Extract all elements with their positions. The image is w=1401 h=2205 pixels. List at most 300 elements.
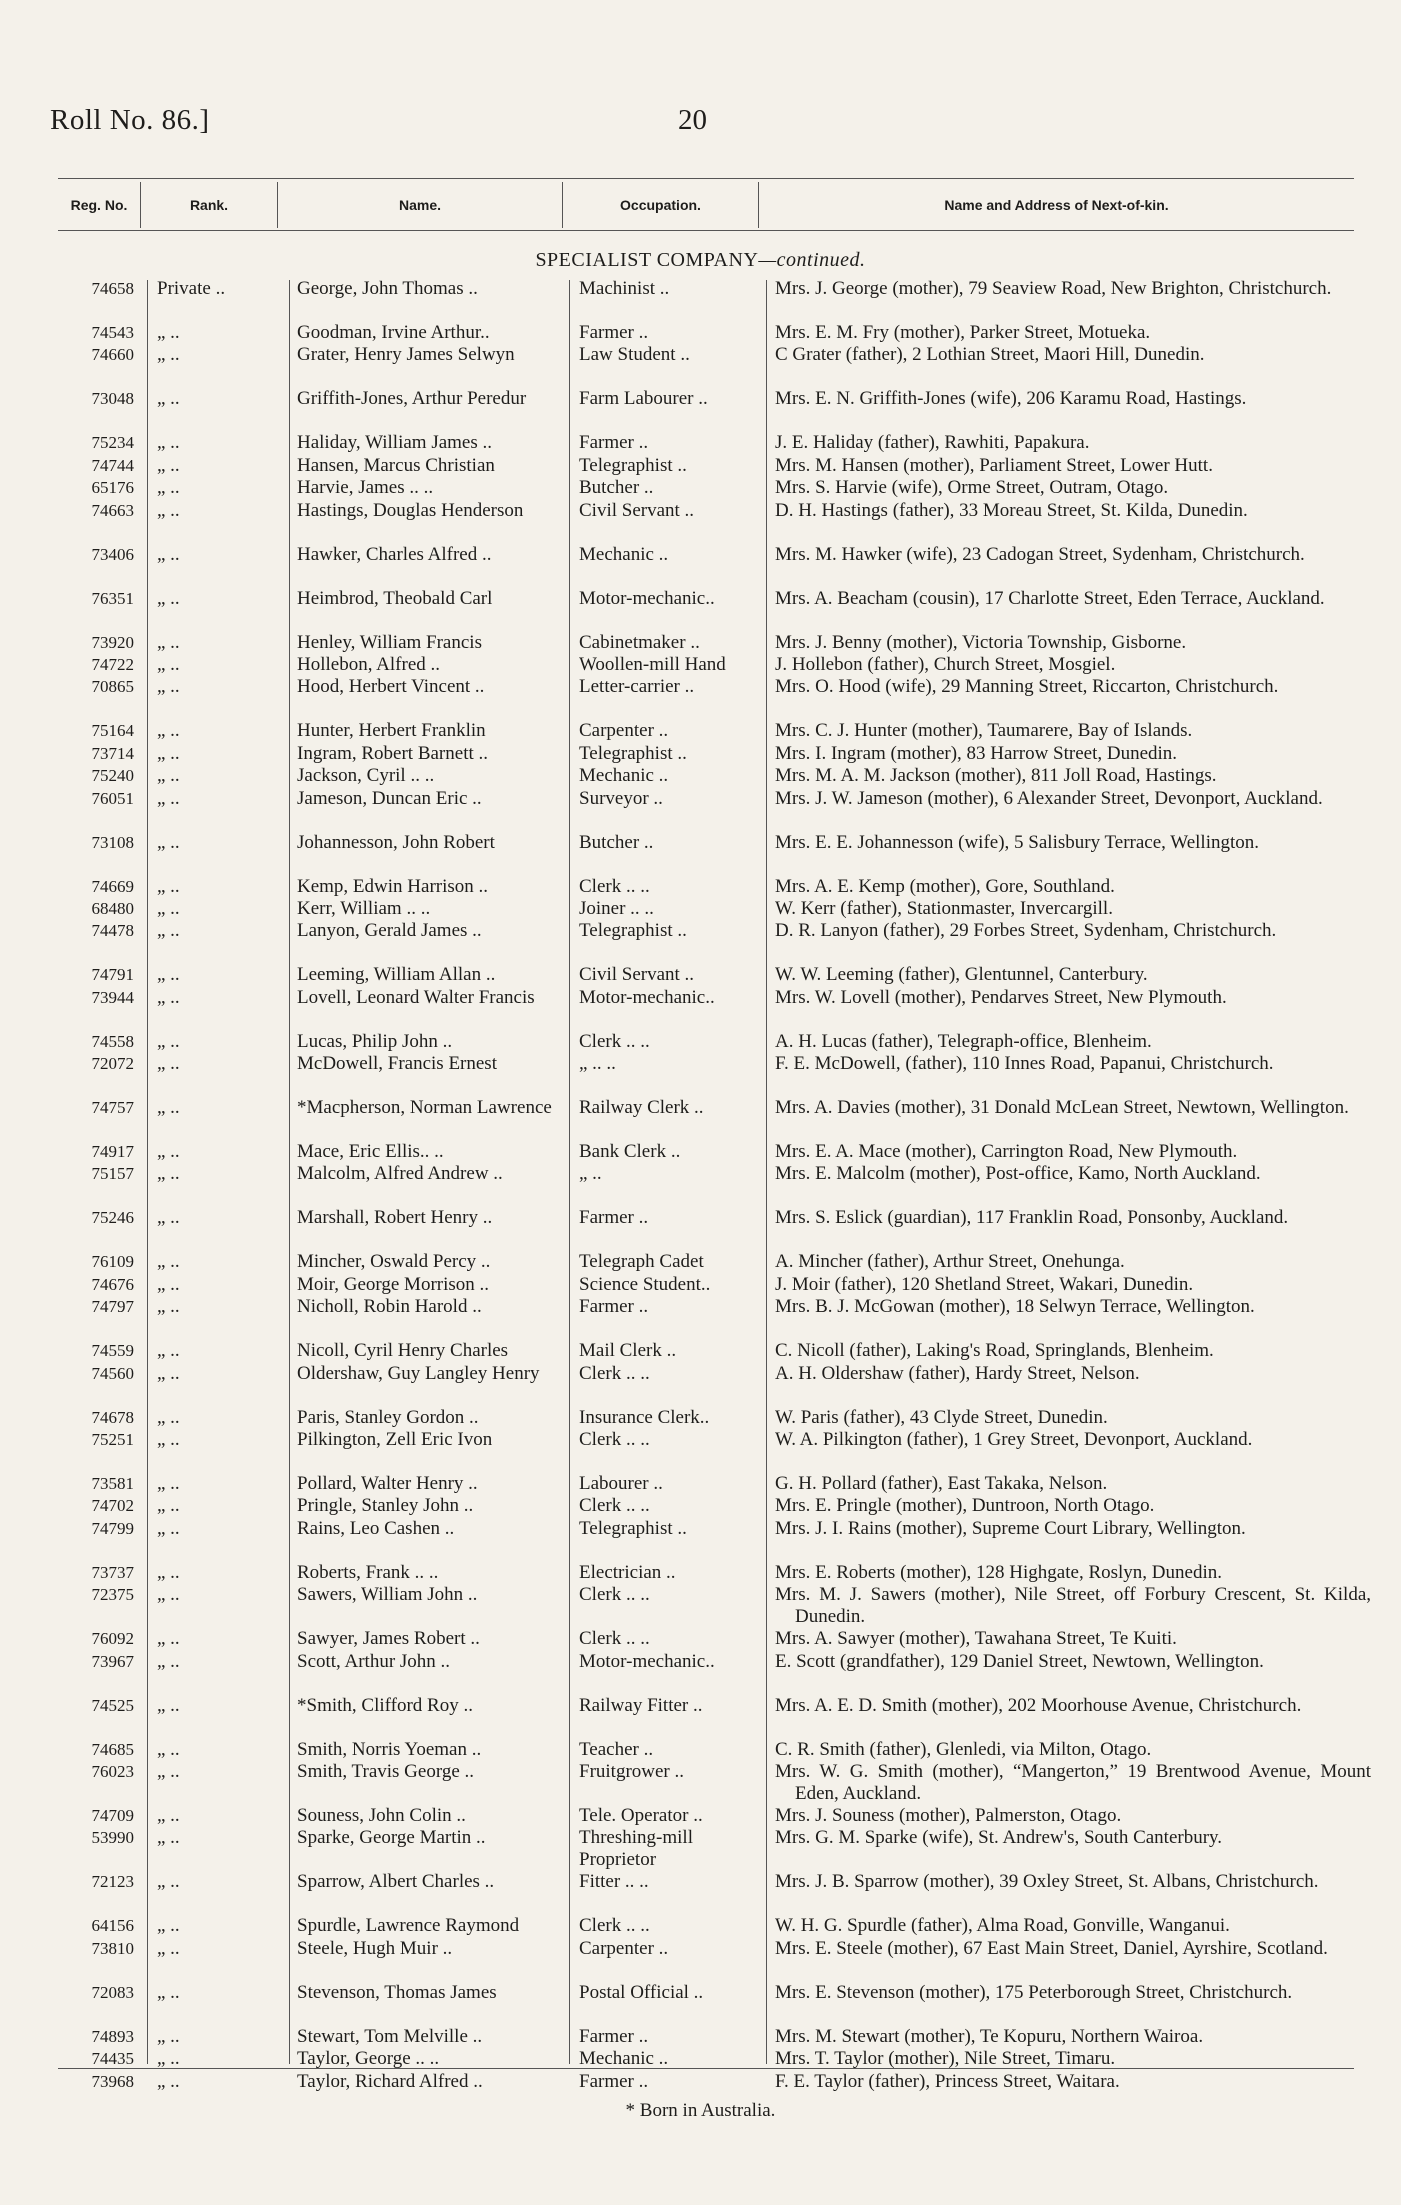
reg-number: 73968 [91,2071,134,2091]
reg-number: 73581 [91,1474,134,1494]
rank: „ .. [157,1827,180,1849]
next-of-kin: W. Paris (father), 43 Clyde Street, Dunedin. [775,1406,1108,1428]
rank: „ .. [157,875,180,897]
reg-number: 76351 [91,588,134,608]
next-of-kin: A. Mincher (father), Arthur Street, Onehunga. [775,1251,1125,1273]
occupation: Letter-carrier .. [579,676,695,698]
reg-number: 76051 [91,788,134,808]
next-of-kin: Mrs. E. N. Griffith-Jones (wife), 206 Karamu Road, Hastings. [775,388,1247,410]
soldier-name: Taylor, Richard Alfred .. [297,2070,483,2092]
soldier-name: Steele, Hugh Muir .. [297,1937,453,1959]
table-row [0,1495,1401,1517]
next-of-kin: Mrs. E. M. Fry (mother), Parker Street, Motueka. [775,322,1151,343]
rank: „ .. [157,1473,180,1495]
next-of-kin: Mrs. S. Harvie (wife), Orme Street, Outram, Otago. [775,477,1169,499]
soldier-name: Taylor, George .. .. [297,2048,440,2070]
soldier-name: Jackson, Cyril .. .. [297,765,435,787]
soldier-name: Stewart, Tom Melville .. [297,2025,483,2047]
next-of-kin: W. A. Pilkington (father), 1 Grey Street, Devonport, Auckland. [775,1429,1253,1451]
reg-number: 72072 [91,1054,134,1074]
soldier-name: Leeming, William Allan .. [297,964,496,986]
rank: „ .. [157,765,180,787]
soldier-name: Griffith-Jones, Arthur Peredur [297,388,527,410]
top-rule [58,178,1354,179]
next-of-kin: Mrs. A. E. Kemp (mother), Gore, Southland. [775,875,1115,897]
soldier-name: Hastings, Douglas Henderson [297,499,524,521]
reg-number: 74435 [91,2049,134,2069]
rank: „ .. [157,1804,180,1826]
soldier-name: Johannesson, John Robert [297,831,495,853]
occupation: Science Student.. [579,1273,711,1295]
occupation: Bank Clerk .. [579,1141,681,1163]
soldier-name: Sawyer, James Robert .. [297,1628,480,1650]
next-of-kin: Mrs. E. Roberts (mother), 128 Highgate, Roslyn, Dunedin. [775,1561,1222,1583]
occupation: Insurance Clerk.. [579,1406,710,1428]
reg-number: 76092 [91,1629,134,1649]
next-of-kin: C. Nicoll (father), Laking's Road, Springlands, Blenheim. [775,1340,1214,1362]
soldier-name: Lucas, Philip John .. [297,1030,453,1052]
occupation: Farmer .. [579,1207,649,1229]
occupation: Fitter .. .. [579,1871,649,1893]
occupation: Mechanic .. [579,543,669,565]
next-of-kin: D. H. Hastings (father), 33 Moreau Street, St. Kilda, Dunedin. [775,499,1248,521]
rank: „ .. [157,1738,180,1760]
bottom-rule [58,2068,1354,2069]
table-row [0,1938,1401,1982]
rank: „ .. [157,1915,180,1937]
table-row [0,743,1401,765]
reg-number: 74558 [91,1031,134,1051]
table-row [0,832,1401,876]
table-row [0,1805,1401,1827]
table-row [0,964,1401,986]
soldier-name: Harvie, James .. .. [297,477,434,499]
table-row [0,278,1401,322]
soldier-name: Nicholl, Robin Harold .. [297,1296,482,1318]
next-of-kin: Mrs. J. George (mother), 79 Seaview Road, New Brighton, Christchurch. [775,278,1332,299]
occupation: Mail Clerk .. [579,1340,677,1362]
table-row [0,1739,1401,1761]
next-of-kin: J. Moir (father), 120 Shetland Street, Wakari, Dunedin. [775,1273,1194,1295]
table-row [0,2071,1401,2093]
rank: „ .. [157,1561,180,1583]
next-of-kin: Mrs. A. Davies (mother), 31 Donald McLean Street, Newtown, Wellington. [775,1097,1349,1119]
next-of-kin: G. H. Pollard (father), East Takaka, Nelson. [775,1473,1108,1495]
occupation: Butcher .. [579,477,654,499]
table-row [0,1251,1401,1273]
col-divider [562,182,563,228]
next-of-kin: C. R. Smith (father), Glenledi, via Milton, Otago. [775,1738,1152,1760]
occupation: Motor-mechanic.. [579,1650,715,1672]
soldier-name: Spurdle, Lawrence Raymond [297,1915,520,1937]
table-row [0,1363,1401,1407]
next-of-kin: Mrs. M. A. M. Jackson (mother), 811 Joll Road, Hastings. [775,765,1217,787]
table-row [0,1207,1401,1251]
table-row [0,1871,1401,1915]
next-of-kin: Mrs. A. E. D. Smith (mother), 202 Moorhouse Avenue, Christchurch. [775,1694,1302,1716]
rank: „ .. [157,653,180,675]
occupation: Teacher .. [579,1738,654,1760]
occupation: Farmer .. [579,322,649,343]
roll-table [0,278,1401,2093]
next-of-kin: Mrs. A. Beacham (cousin), 17 Charlotte Street, Eden Terrace, Auckland. [775,587,1325,609]
occupation: Clerk .. .. [579,1495,650,1517]
occupation: Threshing-mill Proprietor [579,1827,693,1870]
occupation: Telegraphist .. [579,1517,687,1539]
col-divider [277,182,278,228]
rank: „ .. [157,897,180,919]
reg-number: 73108 [91,832,134,852]
soldier-name: Heimbrod, Theobald Carl [297,587,493,609]
occupation: „ .. [579,1163,602,1185]
table-row [0,544,1401,588]
next-of-kin: Mrs. C. J. Hunter (mother), Taumarere, Bay of Islands. [775,720,1193,742]
reg-number: 74660 [91,345,134,365]
rank: „ .. [157,1871,180,1893]
rank: „ .. [157,742,180,764]
reg-number: 75246 [91,1208,134,1228]
next-of-kin: C Grater (father), 2 Lothian Street, Maori Hill, Dunedin. [775,344,1205,366]
occupation: Cabinetmaker .. [579,631,700,653]
next-of-kin: J. Hollebon (father), Church Street, Mosgiel. [775,653,1116,675]
occupation: Mechanic .. [579,765,669,787]
occupation: Farmer .. [579,1296,649,1318]
rank: Private .. [157,278,226,299]
next-of-kin: Mrs. S. Eslick (guardian), 117 Franklin Road, Ponsonby, Auckland. [775,1207,1289,1229]
next-of-kin: Mrs. O. Hood (wife), 29 Manning Street, Riccarton, Christchurch. [775,676,1279,698]
rank: „ .. [157,831,180,853]
table-row [0,1695,1401,1739]
soldier-name: Smith, Travis George .. [297,1760,475,1782]
rank: „ .. [157,1517,180,1539]
table-row [0,477,1401,499]
rank: „ .. [157,1273,180,1295]
next-of-kin: Mrs. W. G. Smith (mother), “Mangerton,” 19 Brentwood Avenue, Mount Eden, Auckland. [775,1760,1371,1804]
table-row [0,676,1401,720]
occupation: Clerk .. .. [579,875,650,897]
next-of-kin: W. Kerr (father), Stationmaster, Invercargill. [775,897,1113,919]
rank: „ .. [157,432,180,454]
reg-number: 74478 [91,921,134,941]
soldier-name: Pollard, Walter Henry .. [297,1473,478,1495]
footnote: * Born in Australia. [625,2100,776,2121]
reg-number: 75251 [91,1430,134,1450]
col-divider [140,182,141,228]
table-row [0,987,1401,1031]
reg-number: 74791 [91,965,134,985]
occupation: Telegraph Cadet [579,1251,704,1273]
reg-number: 74917 [91,1142,134,1162]
soldier-name: Mincher, Oswald Percy .. [297,1251,491,1273]
table-row [0,1407,1401,1429]
occupation: Mechanic .. [579,2048,669,2070]
next-of-kin: Mrs. E. Steele (mother), 67 East Main Street, Daniel, Ayrshire, Scotland. [775,1937,1328,1959]
table-row [0,632,1401,654]
occupation: Surveyor .. [579,787,663,809]
reg-number: 68480 [91,898,134,918]
next-of-kin: Mrs. J. B. Sparrow (mother), 39 Oxley Street, St. Albans, Christchurch. [775,1871,1319,1893]
occupation: Electrician .. [579,1561,676,1583]
next-of-kin: F. E. McDowell, (father), 110 Innes Road, Papanui, Christchurch. [775,1053,1274,1075]
col-occupation-header: Occupation. [620,197,701,213]
reg-number: 74709 [91,1805,134,1825]
occupation: Woollen-mill Hand [579,653,726,675]
soldier-name: Pilkington, Zell Eric Ivon [297,1429,493,1451]
rank: „ .. [157,1340,180,1362]
soldier-name: Moir, George Morrison .. [297,1273,490,1295]
rank: „ .. [157,1030,180,1052]
soldier-name: Hawker, Charles Alfred .. [297,543,492,565]
next-of-kin: Mrs. J. Benny (mother), Victoria Township, Gisborne. [775,631,1187,653]
occupation: Telegraphist .. [579,454,687,476]
rank: „ .. [157,1207,180,1229]
occupation: Telegraphist .. [579,742,687,764]
table-row [0,1473,1401,1495]
soldier-name: Sparrow, Albert Charles .. [297,1871,495,1893]
next-of-kin: Mrs. I. Ingram (mother), 83 Harrow Street, Dunedin. [775,742,1178,764]
rank: „ .. [157,2048,180,2070]
next-of-kin: Mrs. J. I. Rains (mother), Supreme Court Library, Wellington. [775,1517,1246,1539]
occupation: Telegraphist .. [579,920,687,942]
soldier-name: Lovell, Leonard Walter Francis [297,986,535,1008]
occupation: Joiner .. .. [579,897,654,919]
rank: „ .. [157,322,180,343]
soldier-name: Lanyon, Gerald James .. [297,920,482,942]
occupation: Clerk .. .. [579,1429,650,1451]
reg-number: 74663 [91,500,134,520]
occupation: Civil Servant .. [579,499,695,521]
next-of-kin: Mrs. T. Taylor (mother), Nile Street, Timaru. [775,2048,1116,2070]
rank: „ .. [157,986,180,1008]
reg-number: 72083 [91,1982,134,2002]
next-of-kin: Mrs. M. Hawker (wife), 23 Cadogan Street, Sydenham, Christchurch. [775,543,1305,565]
reg-number: 74669 [91,876,134,896]
table-row [0,1296,1401,1340]
next-of-kin: Mrs. M. Stewart (mother), Te Kopuru, Northern Wairoa. [775,2025,1204,2047]
rank: „ .. [157,1406,180,1428]
soldier-name: Hollebon, Alfred .. [297,653,441,675]
reg-number: 73406 [91,544,134,564]
occupation: Machinist .. [579,278,670,299]
reg-number: 74560 [91,1363,134,1383]
rank: „ .. [157,1053,180,1075]
reg-number: 72123 [91,1872,134,1892]
next-of-kin: Mrs. J. W. Jameson (mother), 6 Alexander Street, Devonport, Auckland. [775,787,1323,809]
occupation: Butcher .. [579,831,654,853]
occupation: Labourer .. [579,1473,663,1495]
reg-number: 73737 [91,1562,134,1582]
next-of-kin: Mrs. E. Pringle (mother), Duntroon, North Otago. [775,1495,1155,1517]
roll-number: Roll No. 86.] [50,104,210,136]
occupation: Railway Clerk .. [579,1097,704,1119]
reg-number: 76023 [91,1761,134,1781]
rank: „ .. [157,1251,180,1273]
rank: „ .. [157,543,180,565]
rank: „ .. [157,1760,180,1782]
rank: „ .. [157,344,180,366]
section-suffix: —continued. [758,249,866,271]
rank: „ .. [157,676,180,698]
table-row [0,898,1401,920]
next-of-kin: Mrs. E. Stevenson (mother), 175 Peterborough Street, Christchurch. [775,1981,1293,2003]
reg-number: 74702 [91,1496,134,1516]
table-row [0,455,1401,477]
table-row [0,1274,1401,1296]
rank: „ .. [157,1362,180,1384]
next-of-kin: E. Scott (grandfather), 129 Daniel Street, Newtown, Wellington. [775,1650,1264,1672]
occupation: Civil Servant .. [579,964,695,986]
occupation: Clerk .. .. [579,1584,650,1606]
reg-number: 74757 [91,1098,134,1118]
reg-number: 74722 [91,654,134,674]
rank: „ .. [157,1495,180,1517]
reg-number: 73920 [91,632,134,652]
occupation: Clerk .. .. [579,1915,650,1937]
table-row [0,322,1401,344]
col-name-header: Name. [398,197,442,213]
occupation: Law Student .. [579,344,690,366]
soldier-name: Malcolm, Alfred Andrew .. [297,1163,503,1185]
rank: „ .. [157,631,180,653]
reg-number: 75164 [91,721,134,741]
occupation: Motor-mechanic.. [579,587,715,609]
reg-number: 75157 [91,1164,134,1184]
table-row [0,1340,1401,1362]
next-of-kin: Mrs. M. J. Sawers (mother), Nile Street, off Forbury Crescent, St. Kilda, Dunedin. [775,1584,1371,1627]
reg-number: 72375 [91,1585,134,1605]
table-row [0,654,1401,676]
soldier-name: Nicoll, Cyril Henry Charles [297,1340,509,1362]
occupation: Farmer .. [579,2025,649,2047]
rank: „ .. [157,477,180,499]
table-row [0,1518,1401,1562]
reg-number: 73810 [91,1938,134,1958]
soldier-name: Sawers, William John .. [297,1584,478,1606]
soldier-name: Souness, John Colin .. [297,1804,466,1826]
rank: „ .. [157,388,180,410]
reg-number: 73944 [91,987,134,1007]
soldier-name: George, John Thomas .. [297,278,478,299]
reg-number: 75240 [91,766,134,786]
reg-number: 74744 [91,455,134,475]
rank: „ .. [157,1694,180,1716]
rank: „ .. [157,2025,180,2047]
rank: „ .. [157,1141,180,1163]
occupation: Farmer .. [579,432,649,454]
table-row [0,1097,1401,1141]
rank: „ .. [157,1584,180,1606]
reg-number: 74525 [91,1695,134,1715]
reg-number: 74685 [91,1739,134,1759]
soldier-name: Haliday, William James .. [297,432,493,454]
col-divider [758,182,759,228]
reg-number: 75234 [91,433,134,453]
soldier-name: Ingram, Robert Barnett .. [297,742,489,764]
next-of-kin: Mrs. A. Sawyer (mother), Tawahana Street, Te Kuiti. [775,1628,1177,1650]
soldier-name: Roberts, Frank .. .. [297,1561,439,1583]
table-row [0,588,1401,632]
table-row [0,432,1401,454]
next-of-kin: J. E. Haliday (father), Rawhiti, Papakura. [775,432,1090,454]
table-row [0,388,1401,432]
reg-number: 53990 [91,1828,134,1848]
rank: „ .. [157,1429,180,1451]
col-rank-header: Rank. [189,197,229,213]
page-number: 20 [678,104,707,136]
occupation: Farm Labourer .. [579,388,708,410]
soldier-name: Kerr, William .. .. [297,897,431,919]
soldier-name: Jameson, Duncan Eric .. [297,787,482,809]
table-row [0,2026,1401,2048]
table-row [0,788,1401,832]
table-row [0,500,1401,544]
rank: „ .. [157,964,180,986]
col-kin-header: Name and Address of Next-of-kin. [944,197,1169,213]
occupation: Railway Fitter .. [579,1694,703,1716]
soldier-name: Henley, William Francis [297,631,482,653]
occupation: „ .. .. [579,1053,616,1075]
soldier-name: Smith, Norris Yoeman .. [297,1738,482,1760]
reg-number: 65176 [91,478,134,498]
next-of-kin: A. H. Oldershaw (father), Hardy Street, Nelson. [775,1362,1140,1384]
rank: „ .. [157,920,180,942]
reg-number: 76109 [91,1252,134,1272]
reg-number: 74797 [91,1297,134,1317]
table-row [0,1651,1401,1695]
soldier-name: McDowell, Francis Ernest [297,1053,497,1075]
next-of-kin: D. R. Lanyon (father), 29 Forbes Street, Sydenham, Christchurch. [775,920,1277,942]
reg-number: 74543 [91,323,134,342]
rank: „ .. [157,1296,180,1318]
soldier-name: Mace, Eric Ellis.. .. [297,1141,444,1163]
table-row [0,720,1401,742]
occupation: Clerk .. .. [579,1628,650,1650]
reg-number: 74799 [91,1518,134,1538]
table-row [0,344,1401,388]
reg-number: 70865 [91,677,134,697]
occupation: Clerk .. .. [579,1362,650,1384]
table-row [0,1053,1401,1097]
rank: „ .. [157,720,180,742]
next-of-kin: W. W. Leeming (father), Glentunnel, Canterbury. [775,964,1148,986]
next-of-kin: Mrs. E. Malcolm (mother), Post-office, Kamo, North Auckland. [775,1163,1261,1185]
table-row [0,1031,1401,1053]
table-row [0,1429,1401,1473]
table-row [0,1982,1401,2026]
soldier-name: Grater, Henry James Selwyn [297,344,515,366]
table-row [0,1827,1401,1871]
occupation: Postal Official .. [579,1981,704,2003]
occupation: Motor-mechanic.. [579,986,715,1008]
section-heading [0,249,1401,272]
rank: „ .. [157,1981,180,2003]
soldier-name: Hunter, Herbert Franklin [297,720,486,742]
rank: „ .. [157,1097,180,1119]
table-row [0,1141,1401,1163]
reg-number: 74893 [91,2026,134,2046]
soldier-name: Stevenson, Thomas James [297,1981,497,2003]
reg-number: 73967 [91,1651,134,1671]
table-row [0,1584,1401,1628]
table-row [0,1163,1401,1207]
occupation: Fruitgrower .. [579,1760,685,1782]
next-of-kin: Mrs. W. Lovell (mother), Pendarves Street, New Plymouth. [775,986,1227,1008]
table-row [0,1562,1401,1584]
soldier-name: Pringle, Stanley John .. [297,1495,474,1517]
next-of-kin: Mrs. J. Souness (mother), Palmerston, Otago. [775,1804,1122,1826]
rank: „ .. [157,499,180,521]
reg-number: 73714 [91,743,134,763]
